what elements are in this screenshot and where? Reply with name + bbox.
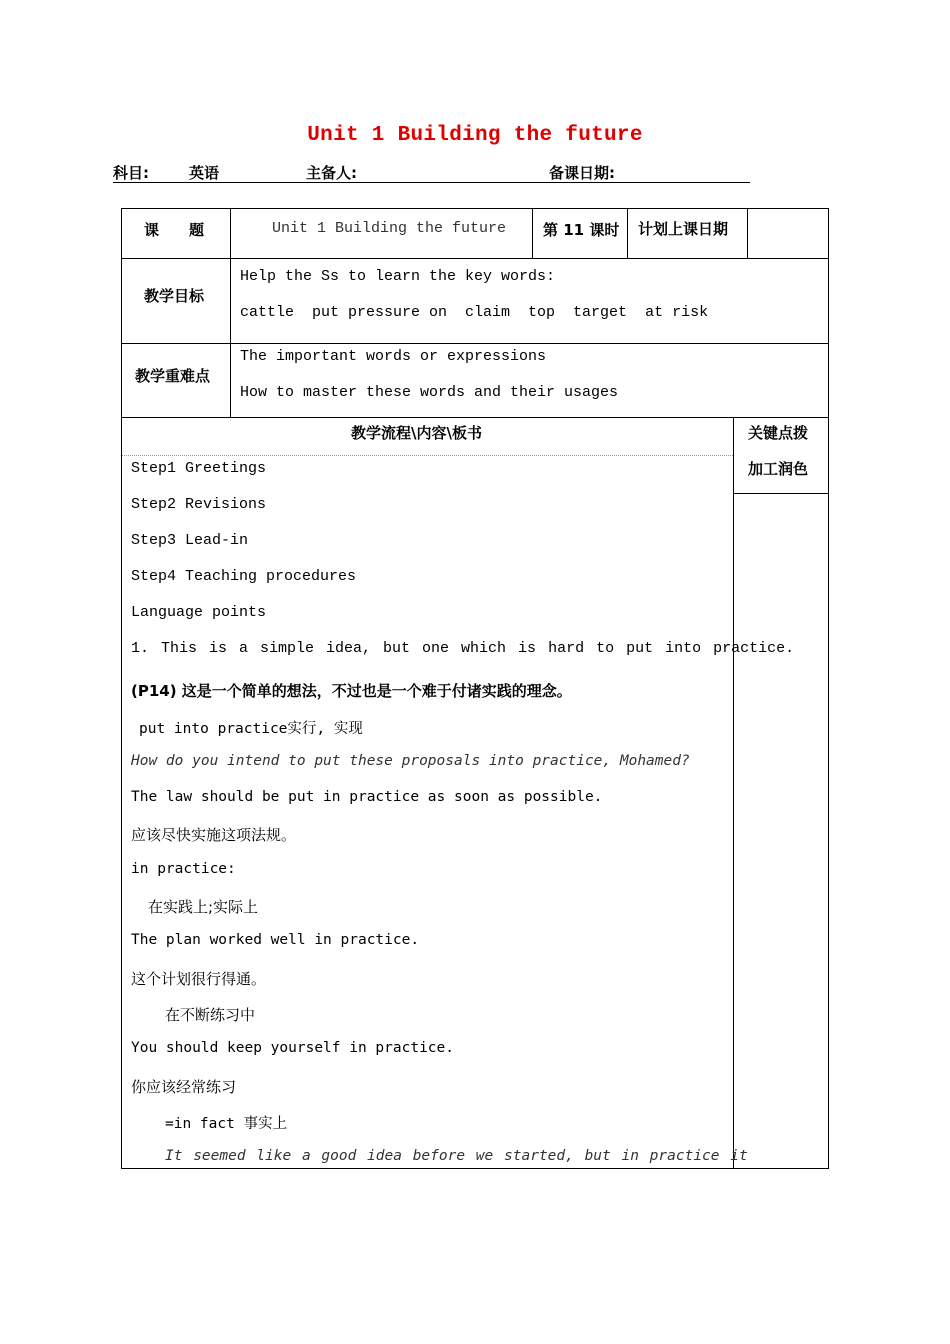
- date-label: 备课日期:: [549, 164, 615, 182]
- side-header-2: 加工润色: [748, 460, 809, 478]
- page-title: Unit 1 Building the future: [307, 124, 643, 147]
- step-3: Step3 Lead-in: [131, 532, 249, 549]
- goals-label: 教学目标: [144, 287, 205, 305]
- planned-date-label: 计划上课日期: [638, 220, 729, 238]
- example-2-translation: 应该尽快实施这项法规。: [131, 826, 297, 844]
- subject-label: 科目:: [113, 164, 149, 182]
- example-3-translation: 这个计划很行得通。: [131, 970, 267, 988]
- example-5: It seemed like a good idea before we started, but in practice it: [165, 1148, 748, 1164]
- example-4: You should keep yourself in practice.: [131, 1040, 455, 1056]
- key-points-label: 教学重难点: [135, 367, 211, 385]
- step-4: Step4 Teaching procedures: [131, 568, 357, 585]
- meaning-3: =in fact 事实上: [165, 1116, 288, 1132]
- subject-value: 英语: [189, 164, 220, 182]
- goals-line-1: Help the Ss to learn the key words:: [240, 268, 556, 285]
- example-1: How do you intend to put these proposals into practice, Mohamed?: [131, 753, 690, 769]
- side-header-1: 关键点拨: [748, 424, 809, 442]
- phrase-put-into-practice: put into practice实行, 实现: [139, 721, 363, 737]
- step-1: Step1 Greetings: [131, 460, 267, 477]
- preparer-label: 主备人:: [306, 164, 357, 182]
- example-2: The law should be put in practice as soon as possible.: [131, 789, 603, 805]
- goals-line-2: cattle put pressure on claim top target at risk: [240, 304, 709, 321]
- topic-label: 课 题: [144, 221, 205, 239]
- meaning-2: 在不断练习中: [165, 1006, 256, 1024]
- key-points-line-2: How to master these words and their usages: [240, 384, 619, 401]
- topic-value: Unit 1 Building the future: [272, 220, 507, 237]
- dotted-divider: [122, 455, 733, 456]
- lesson-number: 第 11 课时: [543, 221, 620, 239]
- example-3: The plan worked well in practice.: [131, 932, 420, 948]
- in-practice-heading: in practice:: [131, 861, 236, 877]
- point-1-translation: (P14) 这是一个简单的想法，不过也是一个难于付诸实践的理念。: [131, 682, 572, 700]
- header-meta: [113, 162, 750, 183]
- point-1: 1. This is a simple idea, but one which is hard to put into practice.: [131, 640, 795, 657]
- key-points-line-1: The important words or expressions: [240, 348, 547, 365]
- meaning-1: 在实践上;实际上: [148, 898, 259, 916]
- step-2: Step2 Revisions: [131, 496, 267, 513]
- process-header: 教学流程\内容\板书: [351, 424, 482, 442]
- example-4-translation: 你应该经常练习: [131, 1078, 237, 1096]
- language-points-heading: Language points: [131, 604, 267, 621]
